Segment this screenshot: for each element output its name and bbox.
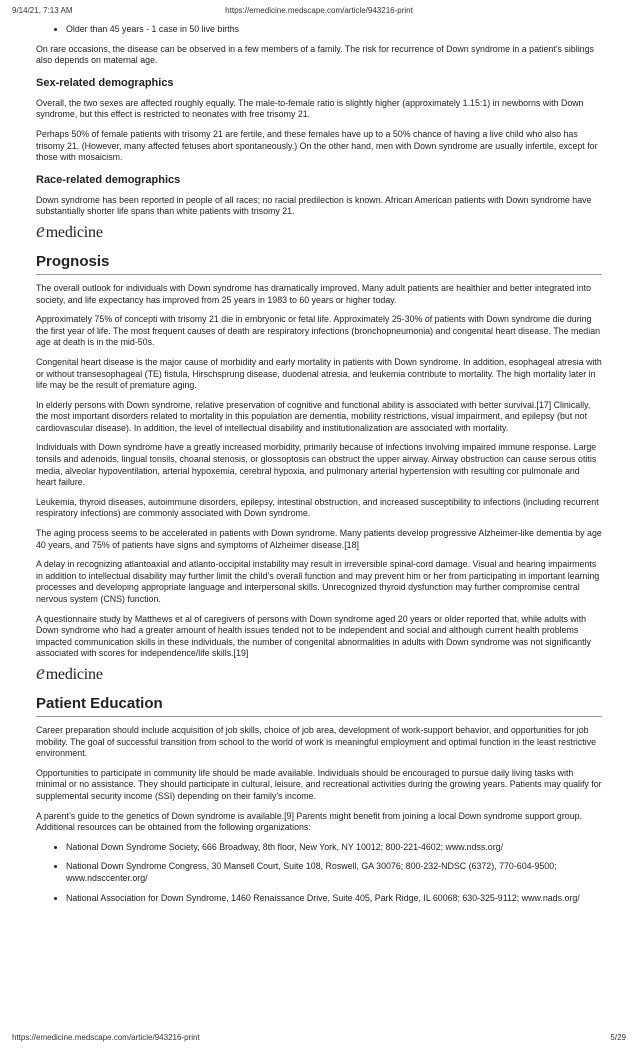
race-demographics-heading: Race-related demographics <box>36 173 181 186</box>
print-footer-url: https://emedicine.medscape.com/article/943216-print <box>12 1033 200 1042</box>
patient-education-heading: Patient Education <box>36 694 602 717</box>
list-item: • National Down Syndrome Congress, 30 Mansell Court, Suite 108, Roswell, GA 30076; 800-232-NDSC (6372), 770-604-9500; www.ndsccenter.org/ <box>66 861 602 884</box>
list-item: • Older than 45 years - 1 case in 50 live births <box>66 24 602 36</box>
paragraph: Congenital heart disease is the major cause of morbidity and early mortality in patients with Down syndrome. In addition, esophageal atresia with or without transesophageal (TE) fistula, Hirschsprung disease, duodenal atresia, and leukemia contribute to mortality. The high mortality later in life may be the result of premature aging. <box>36 356 602 391</box>
paragraph: On rare occasions, the disease can be observed in a few members of a family. The risk for recurrence of Down syndrome in a patient’s siblings also depends on maternal age. <box>36 43 594 66</box>
paragraph: Perhaps 50% of female patients with trisomy 21 are fertile, and these females have up to a 50% chance of having a live child who also has trisomy 21. (However, many affected fetuses abort spontaneously.) On the other hand, men with Down syndrome are usually infertile, except for those with mosaicism. <box>36 128 598 163</box>
list-item: • National Down Syndrome Society, 666 Broadway, 8th floor, New York, NY 10012; 800-221-4602; www.ndss.org/ <box>66 842 602 854</box>
list-item: • National Association for Down Syndrome, 1460 Renaissance Drive, Suite 405, Park Ridge, IL 60068; 630-325-9112; www.nads.org/ <box>66 893 602 905</box>
print-datetime: 9/14/21, 7:13 AM <box>12 6 73 15</box>
emedicine-logo: emedicine <box>36 219 103 242</box>
paragraph: Opportunities to participate in community life should be made available. Individuals should be encouraged to pursue daily living tasks with minimal or no assistance. They should participate in cultural, leisure, and recreational activities during the growing years. Patients may qualify for supplemental security income (SSI) depending on their family’s income. <box>36 767 602 801</box>
page-number: 5/29 <box>610 1033 626 1042</box>
article-content <box>36 24 602 912</box>
organizations-list <box>36 842 602 904</box>
paragraph: In elderly persons with Down syndrome, relative preservation of cognitive and functional ability is associated with better survival.[17] Clinically, the most important disorders related to mortality in this population are dementia, mobility restrictions, visual impairment, and epilepsy (but not cardiovascular disease). In addition, the level of intellectual disability and institutionalization are associated with mortality. <box>36 399 591 433</box>
paragraph: Approximately 75% of concepti with trisomy 21 die in embryonic or fetal life. Approximately 25-30% of patients with Down syndrome die during the first year of life. The most frequent causes of death are respiratory infections (bronchopneumonia) and congenital heart disease. The median age at death is in the mid-50s. <box>36 314 601 348</box>
paragraph: Individuals with Down syndrome have a greatly increased morbidity, primarily because of infections involving impaired immune response. Large tonsils and adenoids, lingual tonsils, choanal stenosis, or glossoptosis can obstruct the upper airway. Airway obstruction can cause serous otitis media, alveolar hypoventilation, arterial hypoxemia, cerebral hypoxia, and pulmonary arterial hypertension with resulting cor pulmonale and heart failure. <box>36 442 597 488</box>
incidence-list <box>36 24 602 36</box>
print-header-url: https://emedicine.medscape.com/article/943216-print <box>225 6 413 15</box>
paragraph: Career preparation should include acquisition of job skills, choice of job area, development of work-support behavior, and opportunities for job mobility. The goal of successful transition from school to the world of work is meaningful employment and optimal function in the least restrictive environment. <box>36 724 597 759</box>
paragraph: Down syndrome has been reported in people of all races; no racial predilection is known. African American patients with Down syndrome have substantially shorter life spans than white patients with trisomy 21. <box>36 194 592 217</box>
emedicine-logo: emedicine <box>36 661 103 684</box>
paragraph: Overall, the two sexes are affected roughly equally. The male-to-female ratio is slightly higher (approximately 1.15:1) in newborns with Down syndrome, but this effect is restricted to neonates with free trisomy 21. <box>36 97 584 120</box>
prognosis-heading: Prognosis <box>36 252 602 275</box>
paragraph: A delay in recognizing atlantoaxial and atlanto-occipital instability may result in irreversible spinal-cord damage. Visual and hearing impairments in addition to intellectual disability may further limit the child’s overall function and may prevent him or her from participating in important learning processes and developing appropriate language and interpersonal skills. Unrecognized thyroid dysfunction may further compromise central nervous system (CNS) function. <box>36 559 600 604</box>
print-footer <box>0 1033 638 1042</box>
paragraph: The aging process seems to be accelerated in patients with Down syndrome. Many patients develop progressive Alzheimer-like dementia by age 40 years, and 75% of patients have signs and symptoms of Alzheimer disease.[18] <box>36 528 602 550</box>
paragraph: The overall outlook for individuals with Down syndrome has dramatically improved. Many adult patients are healthier and better integrated into society, and life expectancy has improved from 25 years in 1983 to 60 years or higher today. <box>36 282 591 305</box>
sex-demographics-heading: Sex-related demographics <box>36 76 174 89</box>
paragraph: A questionnaire study by Matthews et al of caregivers of persons with Down syndrome aged 20 years or older reported that, while adults with Down syndrome who had a greater amount of health issues tended not to be independent and social and although current health problems impacted communication skills in these individuals, the number of congenital abnormalities in adults with Down syndrome was not significantly associated with scores for independence/life skills.[19] <box>36 613 591 659</box>
paragraph: Leukemia, thyroid diseases, autoimmune disorders, epilepsy, intestinal obstruction, and increased susceptibility to infections (including recurrent respiratory infections) are commonly associated with Down syndrome. <box>36 496 599 519</box>
paragraph: A parent’s guide to the genetics of Down syndrome is available.[9] Parents might benefit from joining a local Down syndrome support group. Additional resources can be obtained from the following organizations: <box>36 810 582 833</box>
print-header <box>0 6 638 15</box>
